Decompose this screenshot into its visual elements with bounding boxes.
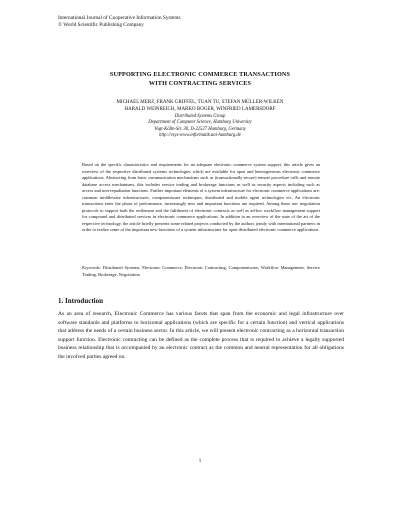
title-line-2: WITH CONTRACTING SERVICES [148,79,252,87]
section-heading: 1. Introduction [58,297,103,305]
affiliation-department: Department of Computer Science, Hamburg University [148,120,252,126]
keywords-text: : Distributed Systems, Electronic Commerce, Electronic Contracting, Componentware, Workflow Management, Service Trading, Brokerage, Negotiation [82,265,320,277]
affiliation-address: Vogt-Kölln-Str. 30, D-22527 Hamburg, Germany [154,126,246,132]
journal-name: International Journal of Cooperative Information Systems [58,15,181,21]
publisher-line: © World Scientific Publishing Company [58,21,144,28]
running-head [58,15,181,29]
affiliation-group: Distributed Systems Group [174,114,226,119]
page-number: 1 [198,459,202,464]
affiliation-url: http://vsys-www.informatik.uni-hamburg.de [159,133,241,139]
abstract-text: Based on the specific characteristics and requirements for an adequate electronic commerce system support, this article gives an overview of the respective distributed systems technologies which are available for open and heterogeneous electronic commerce applications. Abstracting from basic communication mechanisms such as (transactionally secure) remote procedure calls and remote database access mechanisms, this includes service trading and brokerage functions as well as security aspects including such as access and non-repudiation functions. Further important elements of a system infrastructure for electronic commerce applications are: common middleware infrastructures, componentware techniques, distributed and mobile agent technologies etc. An electronic transactions enter the phase of performance, increasingly new and important functions are required. Among these are: negotiation protocols to support both the settlement and the fulfilment of electronic contracts as well as ad-hoc workflow management support for compound and distributed services in electronic commerce applications. In addition to an overview of the state of the art of the respective technology, the article briefly presents some related projects conducted by the authors jointly with international partners in order to realize some of the important new functions of a system infrastructure for open distributed electronic commerce applications. [82,162,320,233]
paper-title [0,71,400,88]
title-line-1: SUPPORTING ELECTRONIC COMMERCE TRANSACTIONS [109,71,291,78]
authors-line-2: HARALD WEINREICH, MARKO BOGER, WINFRIED LAMERSDORF [124,106,276,112]
author-list [0,100,400,114]
intro-paragraph: As an area of research, Electronic Commerce has various facets that span from the economic and legal infrastructure over software standards and platforms to horizontal applications (which are specific for a certain function) and vertical applications that address the needs of a certain business sector. In this article, we will present electronic contracting as a horizontal transaction support function. Electronic contracting can be defined as the complete process that is required to achieve a legally supported business relationship that is accompanied by an electronic contract as the common and neutral representation for all obligations the involved parties agreed on. [58,311,344,360]
keywords-label: Keywords [82,265,100,270]
affiliation [0,114,400,140]
authors-line-1: MICHAEL MERZ, FRANK GRIFFEL, TUAN TU, STEFAN MÜLLER-WILKEN [116,100,284,105]
keywords [82,265,320,278]
